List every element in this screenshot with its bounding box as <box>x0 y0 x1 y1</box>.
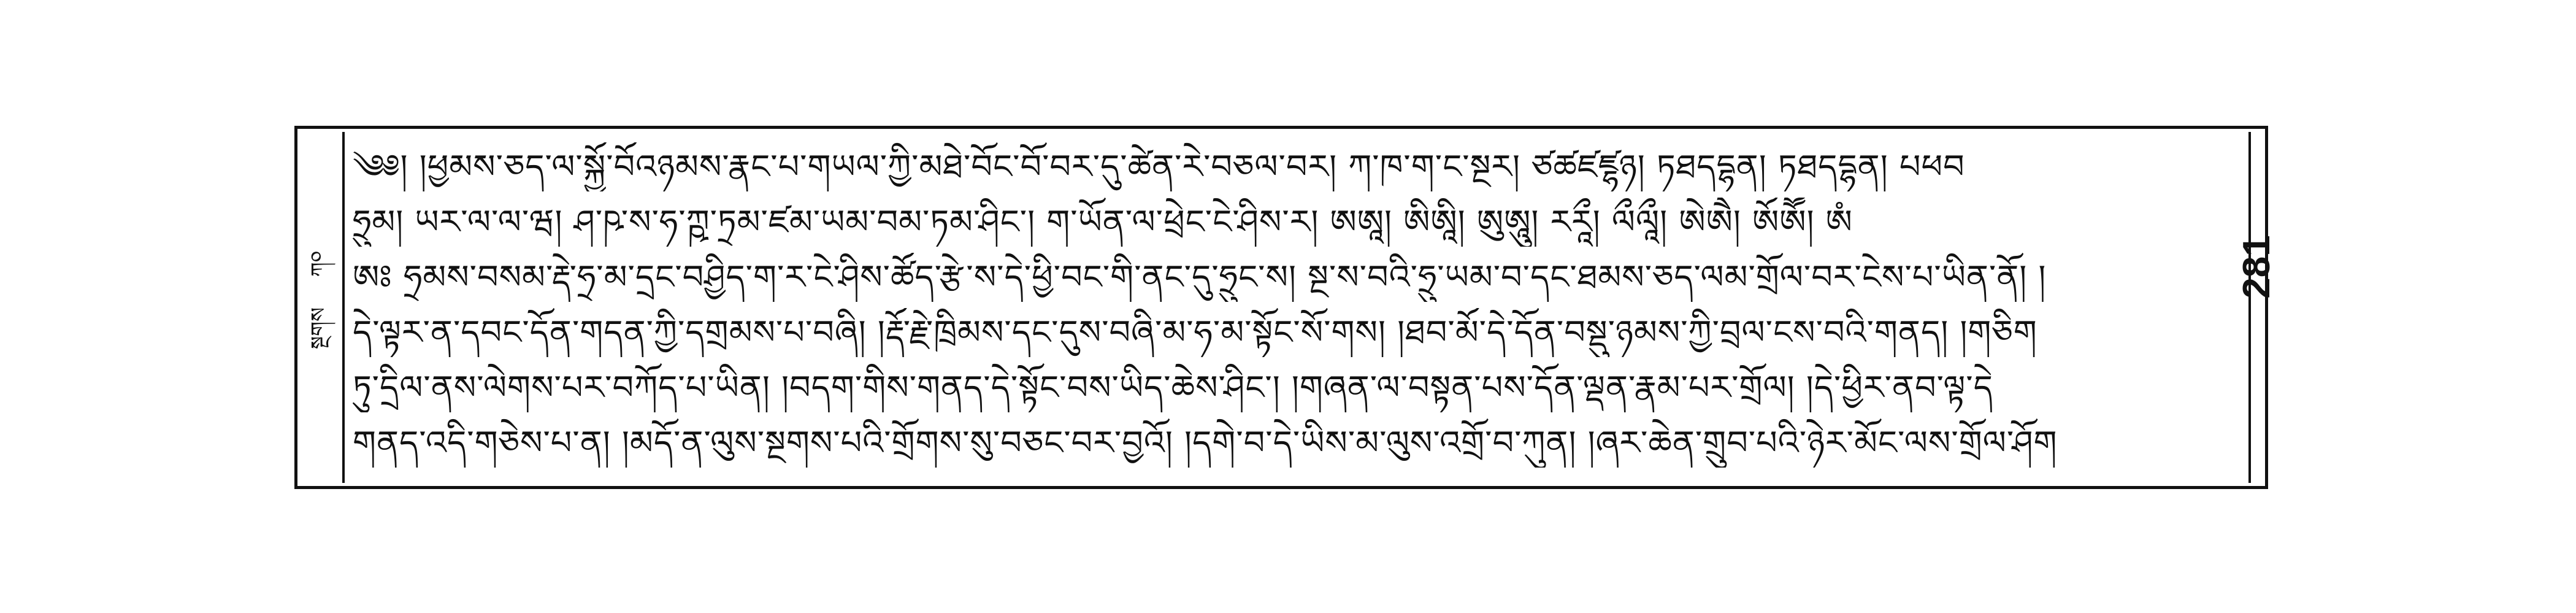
margin-label-title: སྔགས <box>307 307 331 350</box>
margin-label-volume: ཀ༠ <box>307 250 331 277</box>
text-block <box>353 142 2242 474</box>
text-line: ཨཿ ཧྲམས་བསམ་རྡེ་ཧྲ་མ་དྲང་བཤྱིད་ག་ར་ངེ་ཤིས་ཚོད་རྩེ་ས་དེ་ཕྱི་བང་གི་ནང་དུ་ཧྲུང་ས། སྔ་ས་བའི་ཧྲུ་ཡམ་བ་དང་ཐམས་ཅད་ལམ་གྲོལ་བར་ངེས་པ་ཡིན་ནོ། ། <box>353 258 2047 296</box>
text-line: ༄༅། །ཕྱམས་ཅད་ལ་སྐྱོ་བོའཉམས་རྣང་པ་གཡལ་ཀྱི་མཐེ་བོང་བོ་བར་དུ་ཚེན་རེ་བཅལ་བར། ཀ་ཁ་ག་ང་སྔར། ཙཚཛཛྷཉ། ཏཐདདྷན། ཏཐདདྷན། པཕབ <box>353 147 1965 186</box>
page-number: 281 <box>2236 235 2278 299</box>
text-line: ཧྲུམ། ཡར་ལ་ལ་ཝ། ཤ་ཥ་ས་ཧ་ཀྵ་ཏྲམ་ཛམ་ཡམ་བམ་ཏམ་ཤིང་། ག་ཡོན་ལ་ཕྲེང་ངེ་ཤིས་ར། ཨཨཱ། ཨིཨཱི། ཨུཨཱུ། ཪཪཱྀ། ལྀལཱྀ། ཨེཨཻ། ཨོཨཽ། ཨཾ <box>353 202 1853 241</box>
text-line: ཏུ་དྲིལ་ནས་ལེགས་པར་བཀོད་པ་ཡིན། །བདག་གིས་གནད་དེ་སྟོང་བས་ཡིད་ཆེས་ཤིང་། །གཞན་ལ་བསྟན་པས་དོན་ལྡན་རྣམ་པར་གྲོལ། །དེ་ཕྱིར་ནབ་ལྟ་དེ <box>353 368 1993 407</box>
text-line: དེ་ལྟར་ན་དབང་དོན་གདན་ཀྱི་དགྲམས་པ་བཞི། །རྡོ་རྗེ་ཁྲིམས་དང་དུས་བཞི་མ་ཧ་མ་སྟོང་སོ་གས། །ཐབ་མོ་དེ་དོན་བསྡུ་ཉམས་ཀྱི་བྲལ་ངས་བའི་གནད། །གཅིག <box>353 313 2037 352</box>
text-line: གནད་འདི་གཅེས་པ་ན། །མདོ་ན་ལུས་སྔགས་པའི་གྲོགས་སུ་བཅང་བར་བྱའོ། །དགེ་བ་དེ་ཡིས་མ་ལུས་འགྲོ་བ་ཀུན། །ཞར་ཆེན་གྲུབ་པའི་ཉེར་མོང་ལས་གྲོལ་ཤོག <box>353 423 2058 462</box>
